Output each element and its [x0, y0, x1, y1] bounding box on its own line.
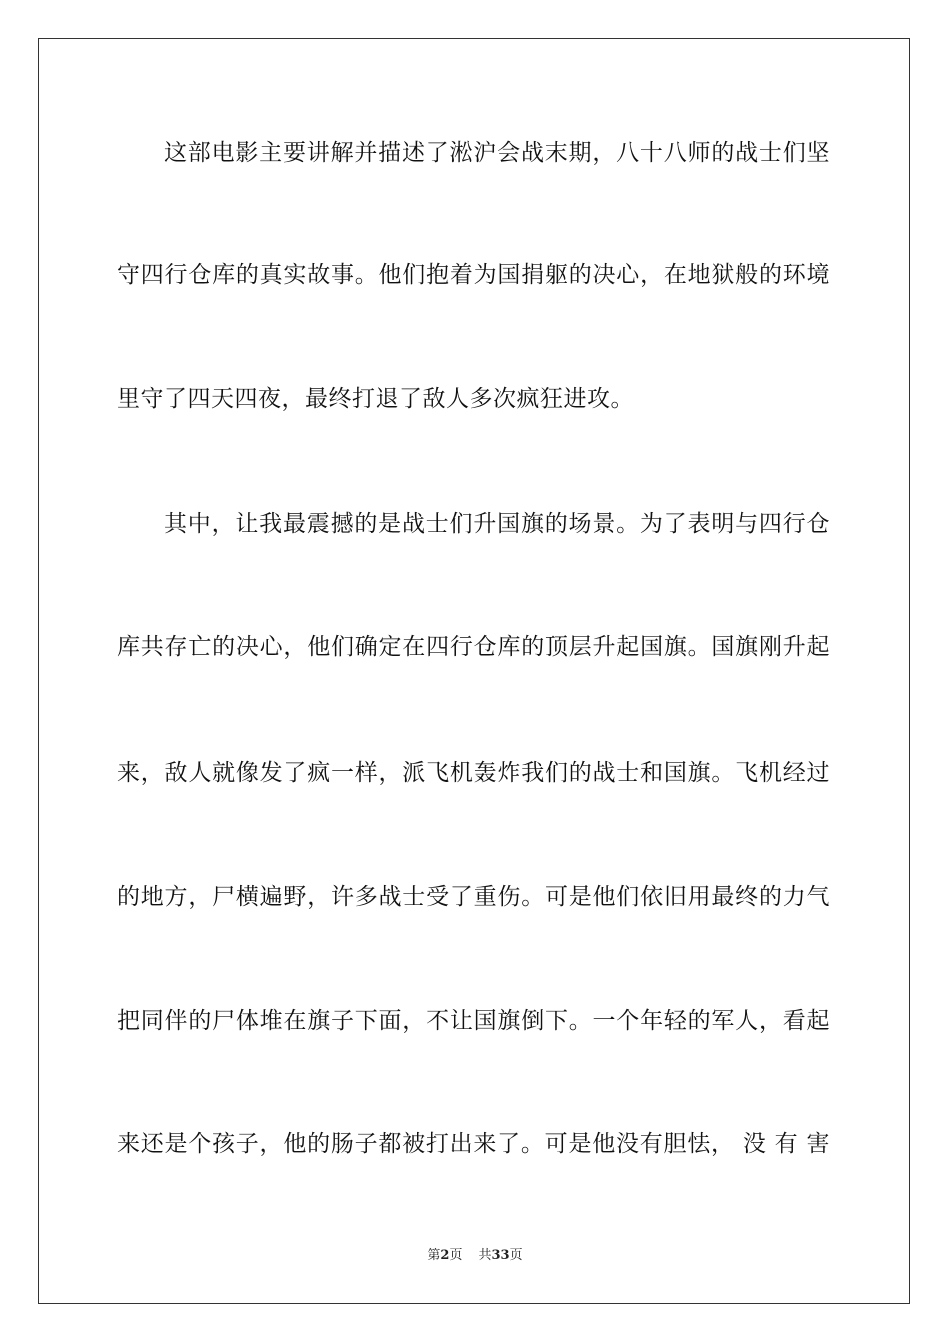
paragraph-2-line-3: 来，敌人就像发了疯一样，派飞机轰炸我们的战士和国旗。飞机经过	[117, 760, 830, 786]
total-pages: 33	[491, 1248, 510, 1263]
page-prefix: 第	[427, 1248, 441, 1263]
paragraph-2-line-2: 库共存亡的决心，他们确定在四行仓库的顶层升起国旗。国旗刚升起	[117, 634, 830, 660]
paragraph-2-line-6: 来还是个孩子，他的肠子都被打出来了。可是他没有胆怯， 没 有 害	[117, 1131, 830, 1157]
page-number: 2	[440, 1248, 450, 1263]
page-footer	[0, 1248, 950, 1264]
total-unit: 页	[509, 1248, 523, 1263]
page-border	[38, 38, 910, 1304]
page-unit: 页	[449, 1248, 463, 1263]
paragraph-1-line-2: 守四行仓库的真实故事。他们抱着为国捐躯的决心，在地狱般的环境	[117, 262, 830, 288]
paragraph-2-line-4: 的地方，尸横遍野，许多战士受了重伤。可是他们依旧用最终的力气	[117, 884, 830, 910]
paragraph-1-line-3: 里守了四天四夜，最终打退了敌人多次疯狂进攻。	[117, 386, 634, 412]
total-prefix: 共	[478, 1248, 492, 1263]
paragraph-2-line-1: 其中，让我最震撼的是战士们升国旗的场景。为了表明与四行仓	[164, 511, 830, 537]
paragraph-2-line-5: 把同伴的尸体堆在旗子下面，不让国旗倒下。一个年轻的军人，看起	[117, 1008, 830, 1034]
paragraph-1-line-1: 这部电影主要讲解并描述了淞沪会战末期，八十八师的战士们坚	[164, 140, 830, 166]
